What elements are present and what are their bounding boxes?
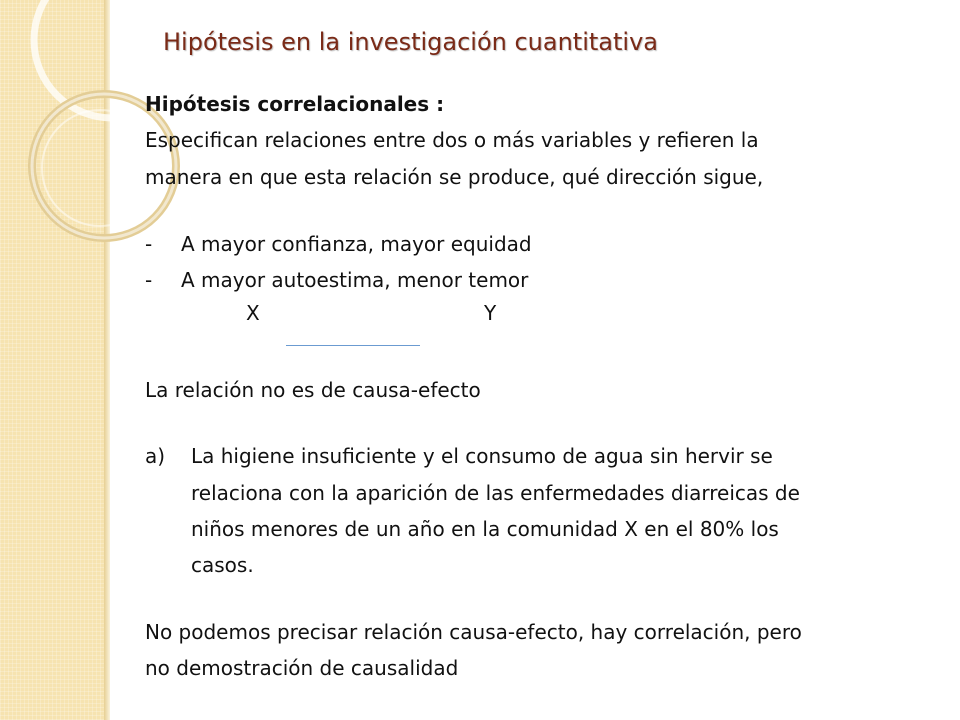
bullet-item-1 (145, 232, 532, 256)
variable-connector-line (286, 345, 420, 346)
example-marker: a) (145, 444, 166, 468)
example-line-3: niños menores de un año en la comunidad X en el 80% los (191, 517, 779, 541)
definition-line-1: Especifican relaciones entre dos o más variables y refieren la (145, 128, 759, 152)
variable-x-label: X (246, 301, 260, 325)
conclusion-line-1: No podemos precisar relación causa-efecto, hay correlación, pero (145, 620, 802, 644)
bullet-item-2 (145, 268, 528, 292)
slide-title: Hipótesis en la investigación cuantitativa (163, 28, 658, 56)
bullet-marker: - (145, 232, 153, 256)
relationship-statement: La relación no es de causa-efecto (145, 378, 481, 402)
variable-y-label: Y (484, 301, 497, 325)
bullet-text: A mayor confianza, mayor equidad (181, 232, 532, 256)
conclusion-line-2: no demostración de causalidad (145, 656, 459, 680)
definition-line-2: manera en que esta relación se produce, qué dirección sigue, (145, 165, 764, 189)
example-line-1 (145, 444, 773, 468)
example-line-4: casos. (191, 553, 254, 577)
bullet-marker: - (145, 268, 153, 292)
example-line-2: relaciona con la aparición de las enfermedades diarreicas de (191, 481, 800, 505)
section-heading: Hipótesis correlacionales : (145, 92, 445, 116)
example-text: La higiene insuficiente y el consumo de agua sin hervir se (191, 444, 773, 468)
bullet-text: A mayor autoestima, menor temor (181, 268, 529, 292)
